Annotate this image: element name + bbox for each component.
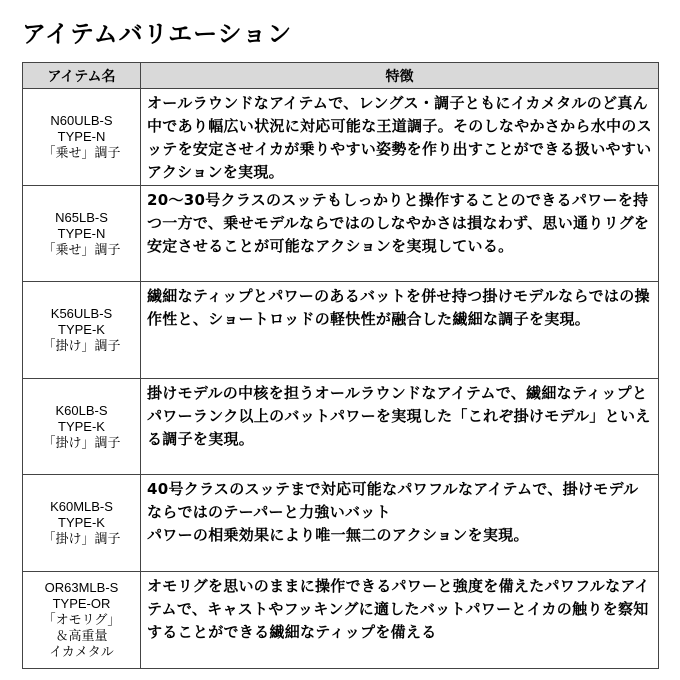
model-code: N60ULB-S <box>50 113 113 128</box>
table-row <box>23 379 659 475</box>
model-type: TYPE-K <box>58 418 105 434</box>
item-name-cell <box>23 475 141 572</box>
header-feature: 特徴 <box>141 63 659 89</box>
model-taper: 「オモリグ」 <box>42 612 121 627</box>
feature-cell: 繊細なティップとパワーのあるバットを併せ持つ掛けモデルならではの操作性と、ショートロッドの軽快性が融合した繊細な調子を実現。 <box>141 282 659 379</box>
model-code: K60MLB-S <box>50 499 113 514</box>
item-name-cell <box>23 282 141 379</box>
feature-cell: 40号クラスのスッテまで対応可能なパワフルなアイテムで、掛けモデルならではのテーパーと力強いバット パワーの相乗効果により唯一無二のアクションを実現。 <box>141 475 659 572</box>
feature-cell: オモリグを思いのままに操作できるパワーと強度を備えたパワフルなアイテムで、キャストやフッキングに適したバットパワーとイカの触りを察知することができる繊細なティップを備える <box>141 572 659 669</box>
page-title: アイテムバリエーション <box>22 20 293 48</box>
model-code: K56ULB-S <box>50 306 113 321</box>
feature-cell: 20〜30号クラスのスッテもしっかりと操作することのできるパワーを持つ一方で、乗せモデルならではのしなやかさは損なわず、思い通りリグを安定させることが可能なアクションを実現している。 <box>141 186 659 282</box>
feature-cell: オールラウンドなアイテムで、レングス・調子ともにイカメタルのど真ん中であり幅広い状況に対応可能な王道調子。そのしなやかさから水中のスッテを安定させイカが乗りやすい姿勢を作り出すことができる扱いやすいアクションを実現。 <box>141 89 659 186</box>
table-row <box>23 282 659 379</box>
model-taper: 「掛け」調子 <box>42 434 121 450</box>
model-code: K60LB-S <box>55 402 108 418</box>
header-item-name: アイテム名 <box>23 63 141 89</box>
item-variation-table <box>22 62 659 669</box>
model-taper-extra: ＆高重量 <box>55 628 108 643</box>
item-name-cell <box>23 572 141 669</box>
model-type: TYPE-K <box>58 322 105 337</box>
model-taper-extra: イカメタル <box>49 644 114 659</box>
model-taper: 「乗せ」調子 <box>42 241 121 257</box>
model-code: N65LB-S <box>55 209 108 225</box>
model-type: TYPE-N <box>57 129 106 144</box>
table-row <box>23 572 659 669</box>
model-type: TYPE-K <box>58 515 105 530</box>
table-row <box>23 186 659 282</box>
item-name-cell <box>23 379 141 475</box>
table-row <box>23 89 659 186</box>
item-name-cell <box>23 89 141 186</box>
model-type: TYPE-N <box>57 225 106 241</box>
model-taper: 「乗せ」調子 <box>42 145 121 160</box>
feature-cell: 掛けモデルの中核を担うオールラウンドなアイテムで、繊細なティップとパワーランク以上のバットパワーを実現した「これぞ掛けモデル」といえる調子を実現。 <box>141 379 659 475</box>
model-taper: 「掛け」調子 <box>42 338 121 353</box>
table-header-row <box>23 63 659 89</box>
model-code: OR63MLB-S <box>44 580 119 595</box>
model-type: TYPE-OR <box>52 596 111 611</box>
item-name-cell <box>23 186 141 282</box>
table-row <box>23 475 659 572</box>
model-taper: 「掛け」調子 <box>42 531 121 546</box>
